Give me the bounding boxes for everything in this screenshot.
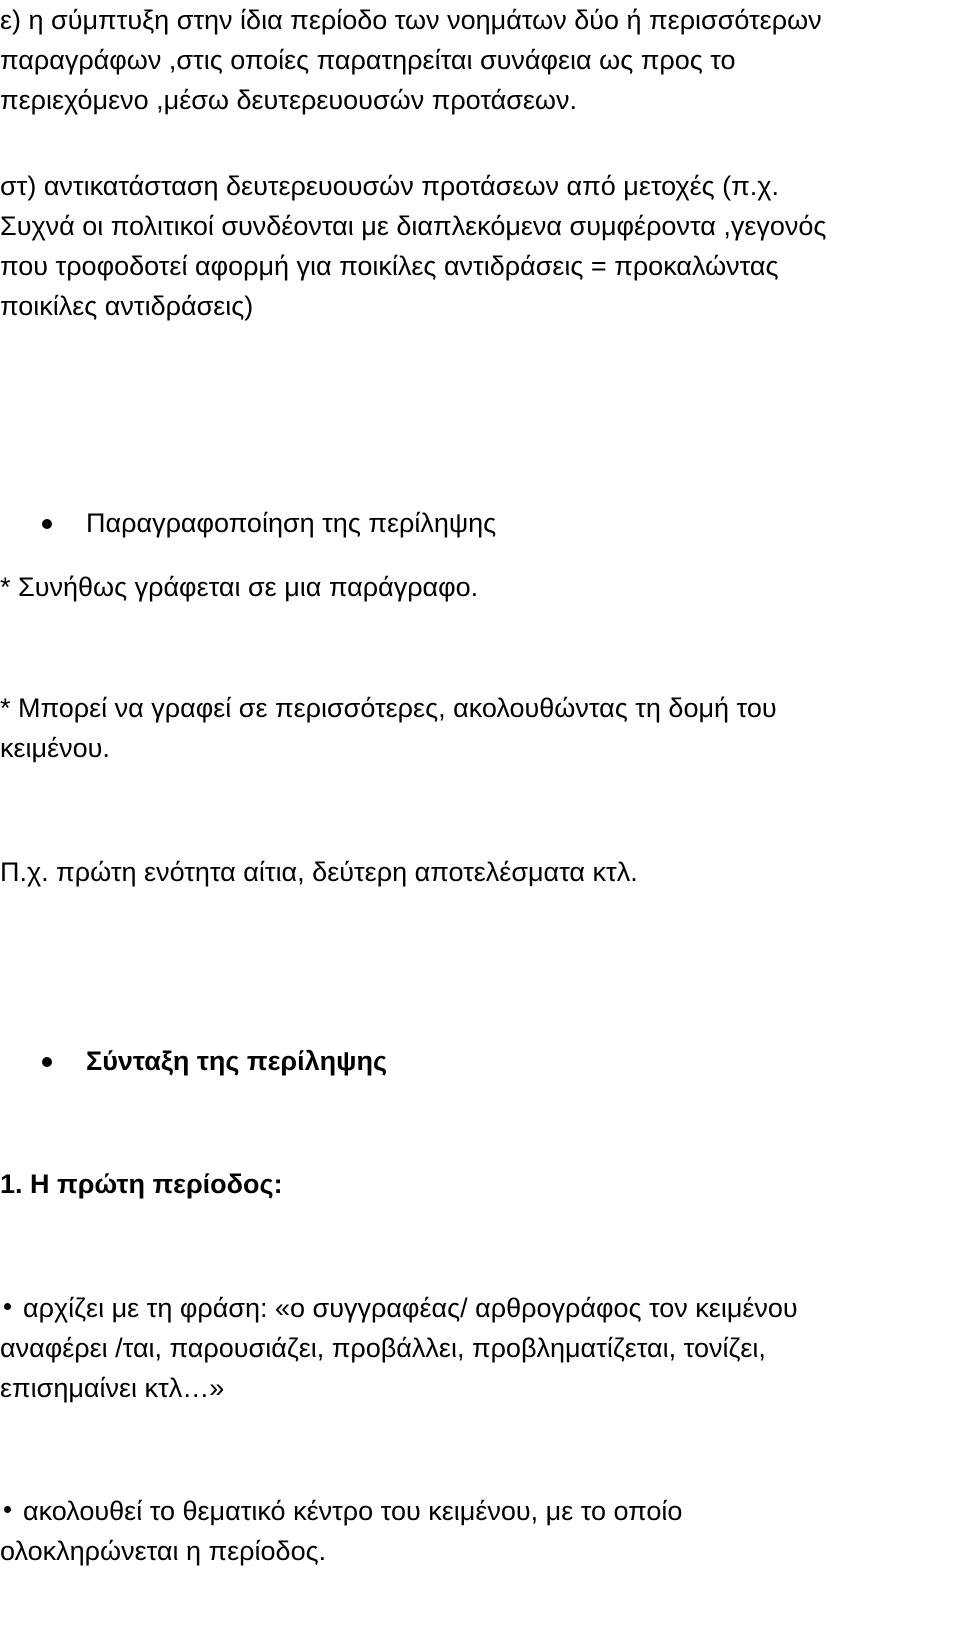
text-line: ολοκληρώνεται η περίοδος.: [0, 1536, 327, 1566]
bullet-dot-icon: [4, 1506, 11, 1513]
first-period-title: [0, 1164, 945, 1204]
point-2-line-1: ακολουθεί το θεματικό κέντρο του κειμένου, με το οποίο: [23, 1496, 683, 1526]
text-line: [0, 1288, 945, 1328]
text-line: * Μπορεί να γραφεί σε περισσότερες, ακολουθώντας τη δομή του: [0, 693, 777, 723]
paragraphing-note-2: [0, 688, 945, 768]
paragraphing-example: [0, 852, 945, 892]
text-line: ε) η σύμπτυξη στην ίδια περίοδο των νοημάτων δύο ή περισσότερων: [0, 5, 822, 35]
text-line: που τροφοδοτεί αφορμή για ποικίλες αντιδράσεις = προκαλώντας: [0, 251, 779, 281]
paragraphing-heading: Παραγραφοποίηση της περίληψης: [86, 508, 497, 538]
text-line: αναφέρει /ται, παρουσιάζει, προβάλλει, προβληματίζεται, τονίζει,: [0, 1333, 766, 1363]
composition-heading-item: [0, 1041, 945, 1081]
paragraphing-note-1: [0, 567, 945, 607]
composition-point-1: [0, 1288, 945, 1408]
text-line: κειμένου.: [0, 733, 110, 763]
composition-point-2: [0, 1491, 945, 1571]
section-e-paragraph: [0, 0, 945, 120]
text-line: 1. Η πρώτη περίοδος:: [0, 1169, 283, 1199]
text-line: περιεχόμενο ,μέσω δευτερευουσών προτάσεων.: [0, 85, 577, 115]
bullet-dot-icon: [42, 519, 52, 529]
text-line: Π.χ. πρώτη ενότητα αίτια, δεύτερη αποτελέσματα κτλ.: [0, 857, 638, 887]
composition-heading: Σύνταξη της περίληψης: [86, 1046, 388, 1076]
bullet-dot-icon: [4, 1303, 11, 1310]
text-line: παραγράφων ,στις οποίες παρατηρείται συνάφεια ως προς το: [0, 45, 736, 75]
text-line: επισημαίνει κτλ…»: [0, 1373, 225, 1403]
point-1-line-1: αρχίζει με τη φράση: «ο συγγραφέας/ αρθρογράφος τον κειμένου: [23, 1293, 798, 1323]
text-line: Συχνά οι πολιτικοί συνδέονται με διαπλεκόμενα συμφέροντα ,γεγονός: [0, 211, 827, 241]
text-line: στ) αντικατάσταση δευτερευουσών προτάσεων από μετοχές (π.χ.: [0, 171, 779, 201]
paragraphing-heading-item: [0, 503, 945, 543]
text-line: [0, 1491, 945, 1531]
text-line: ποικίλες αντιδράσεις): [0, 291, 254, 321]
bullet-dot-icon: [42, 1057, 52, 1067]
text-line: * Συνήθως γράφεται σε μια παράγραφο.: [0, 572, 479, 602]
section-st-paragraph: [0, 166, 945, 326]
